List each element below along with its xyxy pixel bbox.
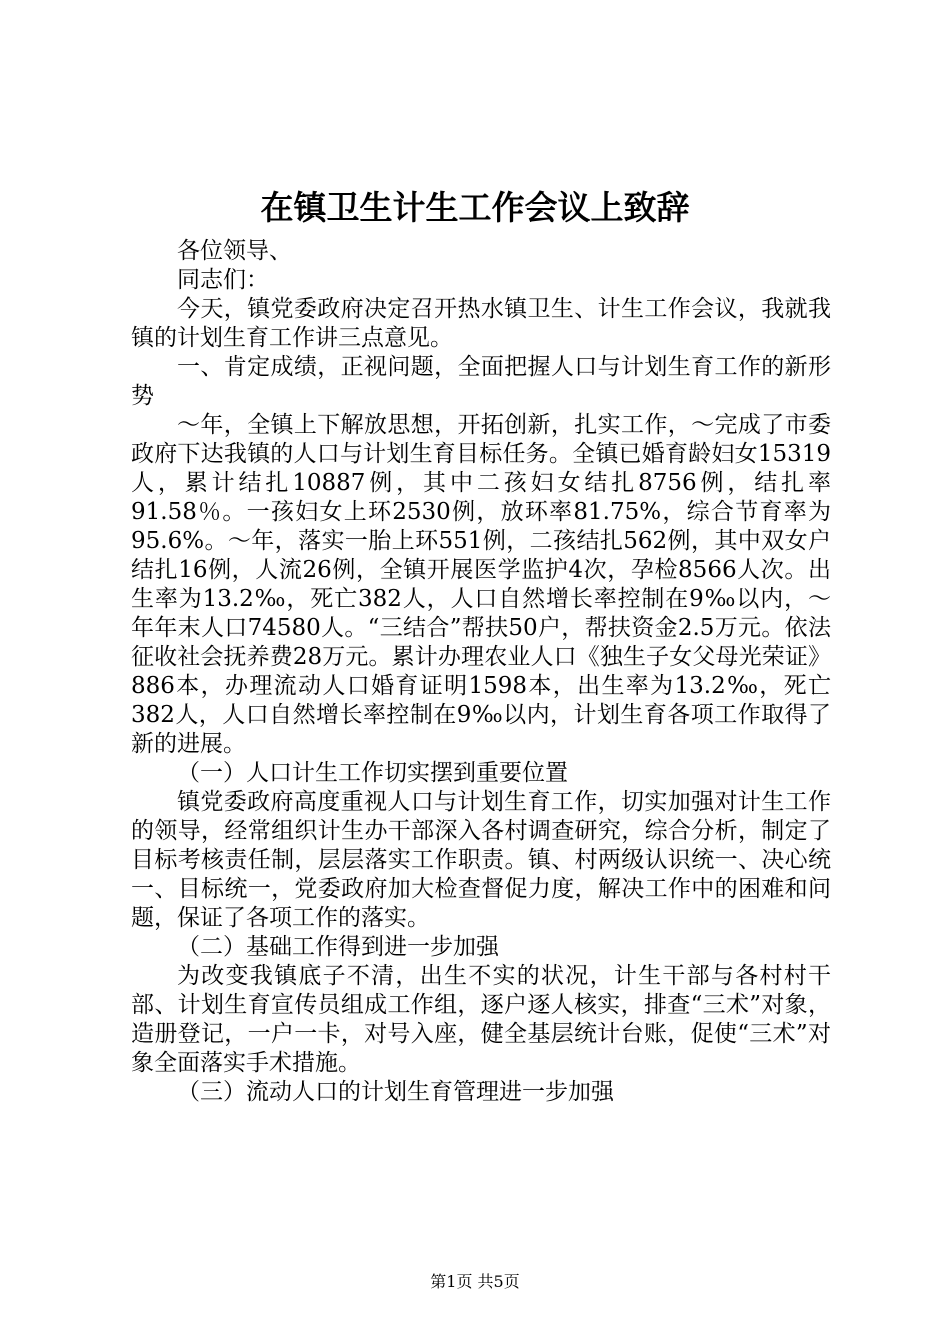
salutation-comrades: 同志们：	[177, 267, 269, 293]
subsection-paragraph-1: 镇党委政府高度重视人口与计划生育工作，切实加强对计生工作的领导，经常组织计生办干部深入各村调查研究，综合分析，制定了目标考核责任制，层层落实工作职责。镇、村两级认识统一、决心统一、目标统一，党委政府加大检查督促力度，解决工作中的困难和问题，保证了各项工作的落实。	[131, 789, 831, 931]
section-heading-1: 一、肯定成绩，正视问题，全面把握人口与计划生育工作的新形势	[131, 354, 831, 409]
document-title: 在镇卫生计生工作会议上致辞	[260, 188, 690, 227]
subsection-paragraph-2: 为改变我镇底子不清，出生不实的状况，计生干部与各村村干部、计划生育宣传员组成工作组，逐户逐人核实，排查“三术”对象，造册登记，一户一卡，对号入座，健全基层统计台账，促使“三术”对象全面落实手术措施。	[131, 963, 831, 1076]
subsection-heading-1: （一）人口计生工作切实摆到重要位置	[177, 760, 568, 786]
statistics-paragraph: ～年，全镇上下解放思想，开拓创新，扎实工作，～完成了市委政府下达我镇的人口与计划生育目标任务。全镇已婚育龄妇女15319人，累计结扎10887例，其中二孩妇女结扎8756例，结扎率91.58％。一孩妇女上环2530例，放环率81.75%，综合节育率为95.6%。～年，落实一胎上环551例，二孩结扎562例，其中双女户结扎16例，人流26例，全镇开展医学监护4次，孕检8566人次。出生率为13.2‰，死亡382人，人口自然增长率控制在9‰以内，～年年末人口74580人。“三结合”帮扶50户，帮扶资金2.5万元。依法征收社会抚养费28万元。累计办理农业人口《独生子女父母光荣证》886本，办理流动人口婚育证明1598本，出生率为13.2‰，死亡382人，人口自然增长率控制在9‰以内，计划生育各项工作取得了新的进展。	[131, 412, 831, 757]
subsection-heading-3: （三）流动人口的计划生育管理进一步加强	[177, 1079, 614, 1105]
page-footer: 第1页 共5页	[430, 1272, 520, 1291]
document-body	[131, 237, 831, 1107]
salutation-leaders: 各位领导、	[177, 238, 292, 264]
intro-paragraph: 今天，镇党委政府决定召开热水镇卫生、计生工作会议，我就我镇的计划生育工作讲三点意见。	[131, 296, 831, 351]
subsection-heading-2: （二）基础工作得到进一步加强	[177, 934, 499, 960]
